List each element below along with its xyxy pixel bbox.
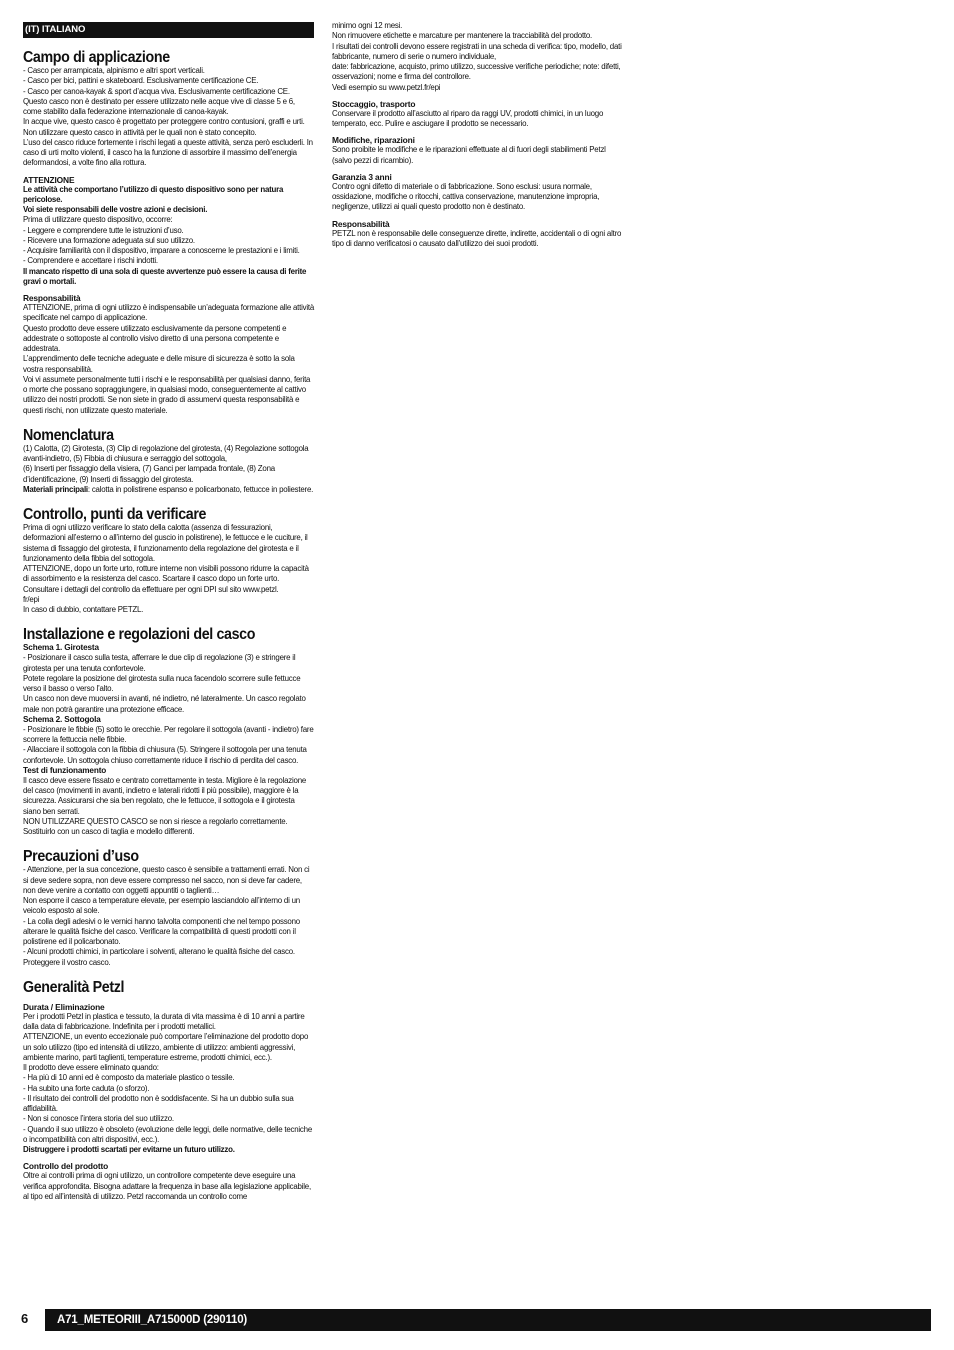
section-installazione (23, 626, 314, 837)
section-title: Nomenclatura (23, 426, 114, 444)
materials-text: : calotta in polistirene espanso e policarbonato, fettucce in poliestere. (87, 484, 314, 494)
section-precauzioni (23, 848, 314, 968)
subsection-body: Prima di utilizzare questo dispositivo, occorre: - Leggere e comprendere tutte le istruzioni d’uso. - Ricevere una formazione adeguata sul suo utilizzo. - Acquisire familiarità con il dispositivo, imparare a conoscerne le prestazioni e i limiti. - Comprendere e accettare i rischi indotti. (23, 215, 300, 266)
section-controllo (23, 506, 314, 615)
subsection-body: PETZL non è responsabile delle conseguenze dirette, indirette, accidentali o di ogni altro tipo di danno verificatosi o causato dall’utilizzo dei suoi prodotti. (332, 228, 622, 248)
subsection-title: Schema 2. Sottogola (23, 714, 101, 724)
section-nomenclatura (23, 427, 314, 495)
subsection-title: Responsabilità (23, 293, 81, 303)
section-title: Generalità Petzl (23, 978, 125, 996)
section-title: Controllo, punti da verificare (23, 506, 207, 523)
warning-text: Distruggere i prodotti scartati per evitarne un futuro utilizzo. (23, 1145, 235, 1154)
section-title: Campo di applicazione (23, 49, 170, 66)
subsection-body: Conservare il prodotto all’asciutto al riparo da raggi UV, prodotti chimici, in un luogo temperato, ecc. Pulire e asciugare il prodotto se necessario. (332, 108, 604, 128)
subsection-body: Per i prodotti Petzl in plastica e tessuto, la durata di vita massima è di 10 anni a partire dalla data di fabbricazione. Indefinita per i prodotti metallici. ATTENZIONE, un evento eccezionale può comportare l’eliminazione del prodotto dopo un solo utilizzo (tipo ed intensità di utilizzo, ambiente di utilizzo: ambienti aggressivi, ambiente marino, parti taglienti, temperature estreme, prodotti chimici, ecc.). Il prodotto deve essere eliminato quando: - Ha più di 10 anni ed è composto da materiale plastico o tessile. - Ha subito una forte caduta (o sforzo). - Il risultato dei controlli del prodotto non è soddisfacente. Si ha un dubbio sulla sua affidabilità. - Non si conosce l’intera storia del suo utilizzo. - Quando il suo utilizzo è obsoleto (evoluzione delle leggi, delle normative, delle tecniche o incompatibilità con altri dispositivi, ecc.). (23, 1011, 312, 1144)
section-body: - Casco per arrampicata, alpinismo e altri sport verticali. - Casco per bici, pattini e skateboard. Esclusivamente certificazione CE. - Casco per canoa-kayak & sport d’acqua viva. Esclusivamente certificazione CE. Questo casco non è destinato per essere utilizzato nelle acque vive di classe 5 e 6, come stabilito dalla federazione internazionale di canoa-kayak. In acque vive, questo casco è progettato per proteggere contro contusioni, graffi e urti. Non utilizzare questo casco in attività per le quali non è stato concepito. L’uso del casco riduce fortemente i rischi legati a queste attività, senza però escluderli. In caso di urti molto violenti, il casco ha la funzione di assorbire il massimo dell’energia deformandosi, a volte fino alla rottura. (23, 66, 313, 168)
page-footer (20, 1309, 931, 1331)
section-body: - Attenzione, per la sua concezione, questo casco è sensibile a trattamenti errati. Non ci si deve sedere sopra, non deve essere compresso nel sacco, non si deve far cadere, non deve venire a contatto con oggetti appuntiti o taglienti… Non esporre il casco a temperature elevate, per esempio lasciandolo all’interno di un veicolo esposto al sole. - La colla degli adesivi o le vernici hanno talvolta componenti che nel tempo possono alterare le qualità fisiche del casco. Verificare la compatibilità di questi prodotti con il polistirene ed il policarbonato. - Alcuni prodotti chimici, in particolare i solventi, alterano le qualità fisiche del casco. Proteggere il vostro casco. (23, 865, 310, 967)
left-column (23, 22, 314, 1202)
subsection-title: ATTENZIONE (23, 174, 75, 185)
document-code-bar: A71_METEORIII_A715000D (290110) (45, 1309, 931, 1331)
subsection-title: Modifiche, riparazioni (332, 135, 415, 146)
subsection-title: Schema 1. Girotesta (23, 643, 99, 653)
subsection-title: Test di funzionamento (23, 765, 107, 775)
subsection-body: Contro ogni difetto di materiale o di fabbricazione. Sono esclusi: usura normale, ossidazione, modifiche o ritocchi, cattiva conservazione, manutenzione impropria, negligenze, utilizzi ai quali questo prodotto non è destinato. (332, 181, 600, 212)
continuation-text: minimo ogni 12 mesi. Non rimuovere etichette e marcature per mantenere la tracciabilità del prodotto. I risultati dei controlli devono essere registrati in una scheda di verifica: tipo, modello, dati fabbricante, numero di serie o numero individuale, date: fabbricazione, acquisto, primo utilizzo, successive verifiche periodiche; note: difetti, osservazioni; nome e firma del controllore. Vedi esempio su www.petzl.fr/epi (332, 21, 622, 92)
subsection-title: Durata / Eliminazione (23, 1001, 105, 1012)
section-generalita (23, 979, 314, 1202)
warning-text: Le attività che comportano l’utilizzo di questo dispositivo sono per natura pericolose. Voi siete responsabili delle vostre azioni e decisioni. (23, 184, 284, 214)
subsection-body: - Posizionare le fibbie (5) sotto le orecchie. Per regolare il sottogola (avanti - indietro) fare scorrere la fettuccia nelle fibbie. - Allacciare il sottogola con la fibbia di chiusura (5). Stringere il sottogola per una tenuta confortevole. Un sottogola chiuso correttamente riduce il rischio di perdita del casco. (23, 724, 314, 765)
language-header: (IT) ITALIANO (23, 22, 314, 38)
section-title: Installazione e regolazioni del casco (23, 626, 256, 644)
section-body: Prima di ogni utilizzo verificare lo stato della calotta (assenza di fessurazioni, deformazioni all’esterno o all’interno del guscio in polistirene), le fettucce e le cuciture, il sistema di fissaggio del girotesta, il funzionamento della regolazione del girotesta e il funzionamento della fibbia del sottogola. ATTENZIONE, dopo un forte urto, rotture interne non visibili possono ridurre la capacità di assorbimento e la resistenza del casco. Scartare il casco dopo un forte urto. Consultare i dettagli del controllo da effettuare per ogni DPI sul sito www.petzl. fr/epi In caso di dubbio, contattare PETZL. (23, 523, 309, 614)
warning-text: Il mancato rispetto di una sola di queste avvertenze può essere la causa di ferite gravi o mortali. (23, 266, 307, 286)
subsection-title: Responsabilità (332, 218, 390, 229)
section-campo-applicazione (23, 49, 314, 416)
subsection-body: Sono proibite le modifiche e le riparazioni effettuate al di fuori degli stabilimenti Petzl (salvo pezzi di ricambio). (332, 145, 606, 165)
right-column (332, 21, 624, 249)
section-title: Precauzioni d’uso (23, 848, 139, 866)
subsection-body: - Posizionare il casco sulla testa, afferrare le due clip di regolazione (3) e stringere il girotesta per una tenuta confortevole. Potete regolare la posizione del girotesta sulla nuca facendolo scorrere sulle fettucce verso il basso o verso l’alto. Un casco non deve muoversi in avanti, né indietro, né lateralmente. Un casco regolato male non potrà garantire una protezione efficace. (23, 653, 306, 714)
materials-label: Materiali principali (23, 484, 88, 494)
subsection-body: Oltre ai controlli prima di ogni utilizzo, un controllore competente deve eseguire una verifica approfondita. Bisogna adattare la frequenza in base alla legislazione applicabile, al tipo ed all’intensità di utilizzo. Petzl raccomanda un controllo come (23, 1171, 311, 1201)
materials-line (23, 485, 314, 495)
section-body: (1) Calotta, (2) Girotesta, (3) Clip di regolazione del girotesta, (4) Regolazione sottogola avanti-indietro, (5) Fibbia di chiusura e serraggio del sottogola, (6) Inserti per fissaggio della visiera, (7) Ganci per lampada frontale, (8) Zona d’identificazione, (9) Inserti di fissaggio del girotesta. (23, 443, 309, 484)
subsection-body: ATTENZIONE, prima di ogni utilizzo è indispensabile un’adeguata formazione alle attività specificate nel campo di applicazione. Questo prodotto deve essere utilizzato esclusivamente da persone competenti e addestrate o sottoposte al controllo visivo diretto di una persona competente e addestrata. L’apprendimento delle tecniche adeguate e delle misure di sicurezza è sotto la sola vostra responsabilità. Voi vi assumete personalmente tutti i rischi e le responsabilità per qualsiasi danno, ferita o morte che possano sopraggiungere, in qualsiasi modo, conseguentemente al cattivo utilizzo dei nostri prodotti. Se non siete in grado di assumervi questa responsabilità e questi rischi, non utilizzate questo materiale. (23, 303, 315, 415)
page-number: 6 (21, 1311, 29, 1326)
subsection-title: Controllo del prodotto (23, 1161, 109, 1172)
subsection-title: Stoccaggio, trasporto (332, 98, 416, 109)
subsection-title: Garanzia 3 anni (332, 171, 392, 182)
subsection-body: Il casco deve essere fissato e centrato correttamente in testa. Migliore è la regolazione del casco (movimenti in avanti, indietro e laterali ridotti il più possibile), maggiore è la sicurezza. Assicurarsi che sia ben regolato, che le fettucce, il sottogola e il girotesta siano ben serrati. NON UTILIZZARE QUESTO CASCO se non si riesce a regolarlo correttamente. Sostituirlo con un casco di taglia e modello differenti. (23, 775, 307, 836)
